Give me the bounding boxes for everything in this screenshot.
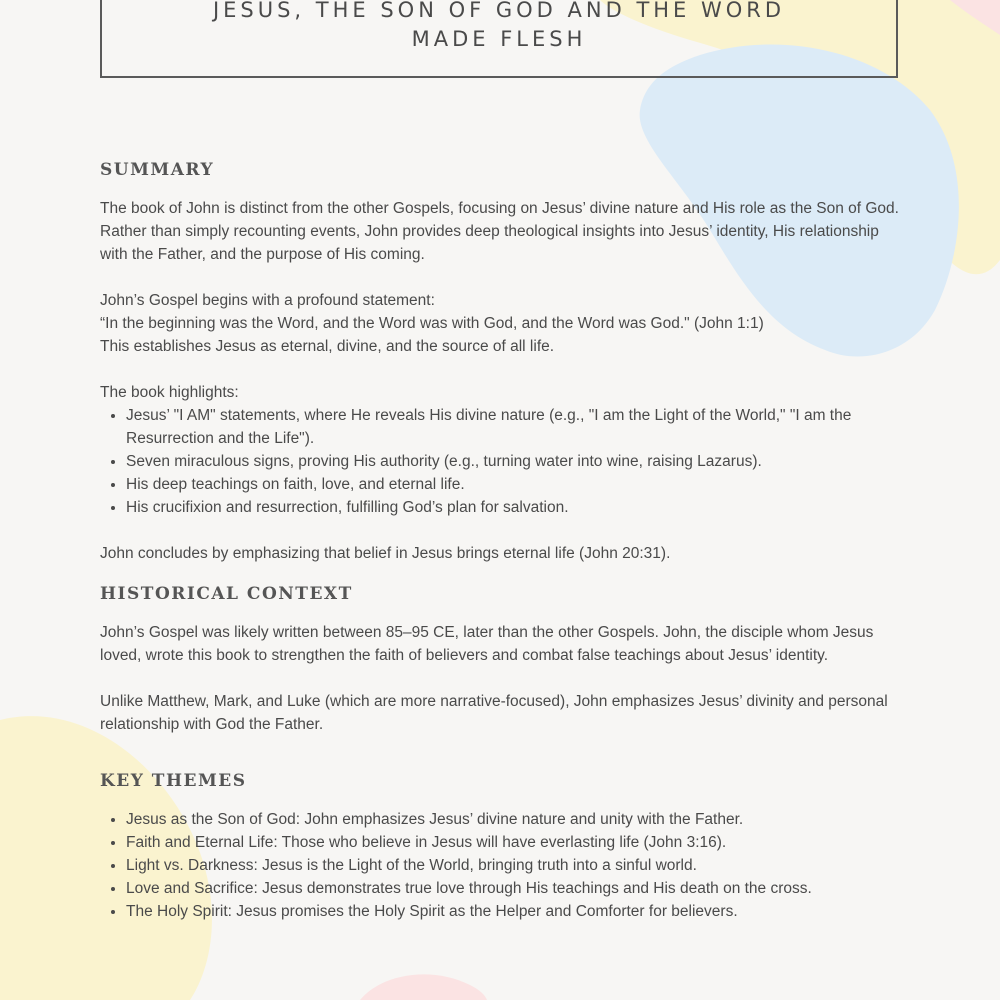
list-item: • His deep teachings on faith, love, and eternal life.: [126, 473, 900, 496]
historical-section: [100, 579, 900, 736]
page-title-line-1: JESUS, THE SON OF GOD AND THE WORD: [212, 0, 786, 22]
summary-conclusion: John concludes by emphasizing that belief in Jesus brings eternal life (John 20:31).: [100, 545, 671, 562]
summary-paragraph-2-line-1: John’s Gospel begins with a profound statement:: [100, 292, 435, 309]
historical-heading: HISTORICAL CONTEXT: [100, 584, 353, 604]
list-item: • Love and Sacrifice: Jesus demonstrates true love through His teachings and His death on the cross.: [126, 877, 900, 900]
themes-heading: KEY THEMES: [100, 771, 247, 791]
list-item: • Seven miraculous signs, proving His authority (e.g., turning water into wine, raising Lazarus).: [126, 450, 900, 473]
themes-section: [100, 766, 900, 923]
list-item: • The Holy Spirit: Jesus promises the Holy Spirit as the Helper and Comforter for believers.: [126, 900, 900, 923]
list-item: • Jesus as the Son of God: John emphasizes Jesus’ divine nature and unity with the Father.: [126, 808, 900, 831]
summary-heading: SUMMARY: [100, 160, 215, 180]
highlights-intro: The book highlights:: [100, 384, 239, 401]
title-box: [100, 0, 898, 78]
list-item: • His crucifixion and resurrection, fulfilling God’s plan for salvation.: [126, 496, 900, 519]
highlights-list: [100, 404, 900, 519]
list-item: • Light vs. Darkness: Jesus is the Light of the World, bringing truth into a sinful world.: [126, 854, 900, 877]
list-item: • Faith and Eternal Life: Those who believe in Jesus will have everlasting life (John 3:16).: [126, 831, 900, 854]
themes-list: [100, 808, 900, 923]
historical-paragraph-1: John’s Gospel was likely written between 85–95 CE, later than the other Gospels. John, the disciple whom Jesus loved, wrote this book to strengthen the faith of believers and combat false teachings about Jesus’ identity.: [100, 624, 874, 664]
list-item: • Jesus’ "I AM" statements, where He reveals His divine nature (e.g., "I am the Light of the World," "I am the Resurrection and the Life").: [126, 404, 900, 450]
main-content: [100, 155, 900, 923]
summary-section: [100, 155, 900, 565]
summary-paragraph-1: The book of John is distinct from the other Gospels, focusing on Jesus’ divine nature and His role as the Son of God. Rather than simply recounting events, John provides deep theological insights into Jesus’ identity, His relationship with the Father, and the purpose of His coming.: [100, 200, 899, 263]
summary-paragraph-2-line-2: “In the beginning was the Word, and the Word was with God, and the Word was God." (John 1:1): [100, 315, 764, 332]
historical-paragraph-2: Unlike Matthew, Mark, and Luke (which are more narrative-focused), John emphasizes Jesus’ divinity and personal relationship with God the Father.: [100, 693, 888, 733]
summary-paragraph-2-line-3: This establishes Jesus as eternal, divine, and the source of all life.: [100, 338, 555, 355]
page-title-line-2: MADE FLESH: [411, 27, 587, 51]
